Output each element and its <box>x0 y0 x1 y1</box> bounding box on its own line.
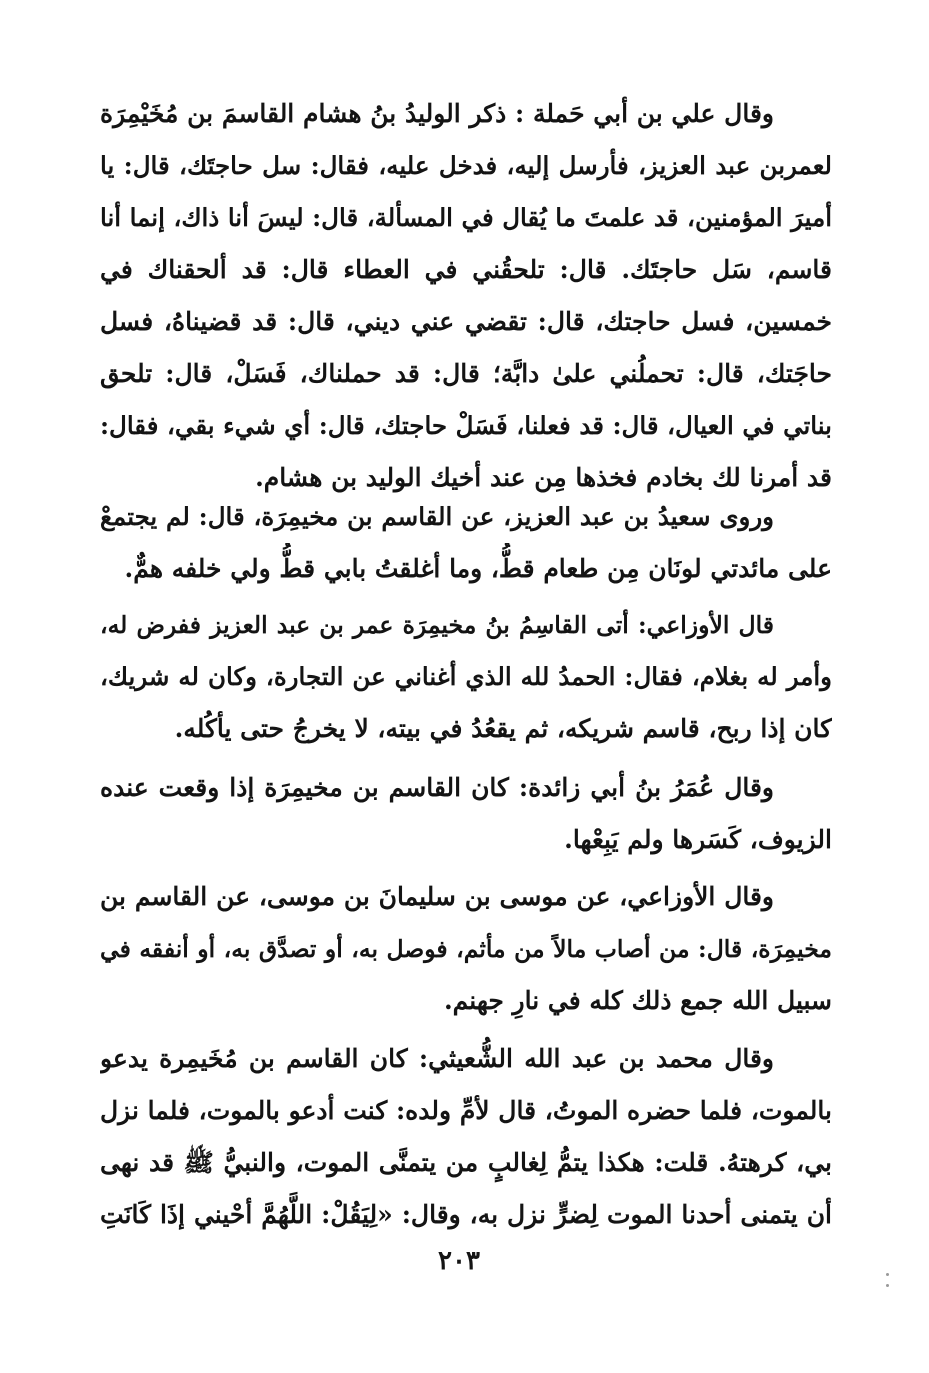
text-line: خمسين، فسل حاجتك، قال: تقضي عني ديني، قال: قد قضيناهُ، فسل <box>100 307 832 336</box>
text-line: قد أمرنا لك بخادم فخذها مِن عند أخيك الوليد بن هشام. <box>255 463 832 492</box>
text-line: أن يتمنى أحدنا الموت لِضرٍّ نزل به، وقال: «لِيَقُلْ: اللَّهُمَّ أحْيني إذَا كَانَتِ <box>100 1200 832 1229</box>
text-line: وقال علي بن أبي حَملة : ذكر الوليدُ بنُ هشام القاسمَ بن مُخَيْمِرَة <box>100 99 774 128</box>
page-number: ٢٠٣ <box>438 1246 480 1276</box>
text-line: بناتي في العيال، قال: قد فعلنا، فَسَلْ حاجتك، قال: أي شيء بقي، فقال: <box>100 411 832 440</box>
text-line: سبيل الله جمع ذلك كله في نارِ جهنم. <box>443 986 832 1015</box>
text-line: بي، كرهتهُ. قلت: هكذا يتمُّ لِغالبٍ من يتمنَّى الموت، والنبيُّ ﷺ قد نهى <box>100 1148 832 1177</box>
text-line: وقال الأوزاعي، عن موسى بن سليمانَ بن موسى، عن القاسم بن <box>100 882 774 911</box>
text-line: لعمربن عبد العزيز، فأرسل إليه، فدخل عليه، فقال: سل حاجتَك، قال: يا <box>100 151 832 180</box>
scan-speck <box>886 1284 889 1287</box>
text-line: وقال عُمَرُ بنُ أبي زائدة: كان القاسم بن مخيمِرَة إذا وقعت عنده <box>100 773 774 802</box>
text-line: وقال محمد بن عبد الله الشُّعيثي: كان القاسم بن مُخَيمِرة يدعو <box>100 1044 774 1073</box>
text-line: وروى سعيدُ بن عبد العزيز، عن القاسم بن مخيمِرَة، قال: لم يجتمعْ <box>100 502 774 531</box>
text-line: الزيوف، كَسَرها ولم يَبِعْها. <box>564 825 832 854</box>
text-line: بالموت، فلما حضره الموتُ، قال لأمِّ ولده: كنت أدعو بالموت، فلما نزل <box>100 1096 832 1125</box>
scan-speck <box>886 1273 889 1276</box>
text-line: قال الأوزاعي: أتى القاسِمُ بنُ مخيمِرَة عمر بن عبد العزيز ففرض له، <box>100 611 774 639</box>
text-line: وأمر له بغلام، فقال: الحمدُ لله الذي أغناني عن التجارة، وكان له شريك، <box>100 662 832 691</box>
text-line: مخيمِرَة، قال: من أصاب مالاً من مأثم، فوصل به، أو تصدَّق به، أو أنفقه في <box>100 935 832 963</box>
text-line: قاسم، سَل حاجتَك. قال: تلحقُني في العطاء قال: قد ألحقناك في <box>100 255 832 284</box>
text-line: كان إذا ربح، قاسم شريكه، ثم يقعُدُ في بيته، لا يخرجُ حتى يأكُله. <box>174 714 832 743</box>
text-line: على مائدتي لونَان مِن طعام قطُّ، وما أغلقتُ بابي قطُّ ولي خلفه همٌّ. <box>124 554 832 583</box>
text-line: حاجَتك، قال: تحملُني علىٰ دابَّة؛ قال: قد حملناك، فَسَلْ، قال: تلحق <box>100 359 832 388</box>
text-line: أميرَ المؤمنين، قد علمتَ ما يُقال في المسألة، قال: ليسَ أنا ذاك، إنما أنا <box>100 203 832 232</box>
